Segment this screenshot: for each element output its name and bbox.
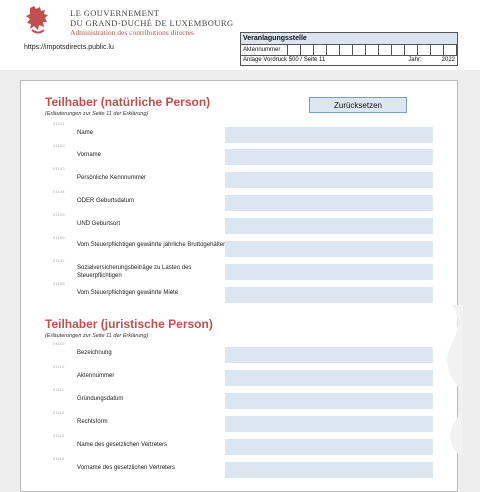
field-code: 01108 (53, 281, 65, 286)
field-label: Name (77, 130, 94, 136)
administration-name: Administration des contributions directes (70, 28, 194, 37)
anlage-text: Anlage Vordruck 500 / Seite 11 (243, 57, 326, 63)
field-code: 01101 (53, 121, 65, 126)
form-row-vorname (21, 145, 457, 169)
aktennummer-row (241, 45, 457, 56)
veranlagungsstelle-box (240, 32, 458, 66)
field-label: Bezeichnung (77, 350, 112, 356)
lion-watermark-icon (423, 305, 463, 455)
field-label: Rechtsform (77, 419, 108, 425)
aktennummer-digit[interactable] (443, 45, 456, 55)
field-label: UND Geburtsort (77, 221, 121, 227)
field-label: ODER Geburtsdatum (77, 198, 135, 204)
gruendungsdatum-input[interactable] (225, 393, 433, 409)
field-code: 01110 (53, 364, 65, 369)
jahr-label: Jahr: (408, 57, 422, 63)
form-row-geburtsdatum (21, 191, 457, 215)
field-code: 01106 (53, 235, 65, 240)
form-row-geburtsort (21, 214, 457, 238)
form-row-miete (21, 283, 457, 307)
field-code: 01112 (53, 410, 65, 415)
aktennummer-digit[interactable] (391, 45, 404, 55)
luxembourg-lion-logo-icon (24, 4, 52, 36)
field-label: Gründungsdatum (77, 396, 124, 402)
aktennummer-digit[interactable] (456, 45, 457, 55)
section-title-legal: Teilhaber (juristische Person) (45, 317, 213, 331)
field-code: 01103 (53, 166, 65, 171)
anlage-row (241, 56, 457, 65)
name-input[interactable] (225, 127, 433, 143)
field-code: 01107 (53, 258, 65, 263)
veranlagungsstelle-title: Veranlagungsstelle (241, 33, 457, 45)
aktennummer-digit[interactable] (404, 45, 417, 55)
field-code: 01111 (53, 387, 65, 392)
aktennummer-input[interactable] (225, 370, 433, 386)
section-title-natural: Teilhaber (natürliche Person) (45, 95, 211, 109)
government-title (70, 8, 234, 38)
aktennummer-digit[interactable] (313, 45, 326, 55)
aktennummer-digit[interactable] (378, 45, 391, 55)
page-header (0, 0, 480, 70)
sozialversicherung-input[interactable] (225, 264, 433, 280)
vorname-input[interactable] (225, 149, 433, 165)
form-row-sozialversicherung (21, 260, 457, 284)
jahr-value: 2022 (441, 57, 455, 63)
field-code: 01113 (53, 433, 65, 438)
form-row-kennnummer (21, 168, 457, 192)
field-label: Vom Steuerpflichtigen gewährte Miete (77, 290, 179, 296)
geburtsort-input[interactable] (225, 218, 433, 234)
aktennummer-digit[interactable] (300, 45, 313, 55)
field-code: 01114 (53, 456, 65, 461)
aktennummer-digit[interactable] (417, 45, 430, 55)
field-code: 01102 (53, 143, 65, 148)
form-row-vertreter-vorname (21, 458, 457, 482)
bezeichnung-input[interactable] (225, 347, 433, 363)
vertreter-vorname-input[interactable] (225, 462, 433, 478)
aktennummer-digit[interactable] (326, 45, 339, 55)
field-label: Sozialversicherungsbeiträge zu Lasten des Steuerpflichtigen (77, 265, 192, 279)
field-label: Vorname des gesetzlichen Vertreters (77, 465, 176, 471)
field-label: Aktennummer (77, 373, 115, 379)
form-row-bezeichnung (21, 343, 457, 367)
form-row-bruttogehaelter (21, 237, 457, 261)
gov-line-1: LE GOUVERNEMENT (70, 8, 160, 18)
bruttogehaelter-input[interactable] (225, 241, 433, 257)
section-note-natural: (Erläuterungen zur Seite 11 der Erklärung) (45, 111, 149, 117)
aktennummer-digit[interactable] (287, 45, 300, 55)
field-code: 01109 (53, 341, 65, 346)
geburtsdatum-input[interactable] (225, 195, 433, 211)
form-row-gruendungsdatum (21, 389, 457, 413)
form-page (20, 80, 458, 492)
field-label: Persönliche Kennnummer (77, 175, 147, 181)
website-url: https://impotsdirects.public.lu (24, 44, 114, 51)
form-row-vertreter-name (21, 435, 457, 459)
form-row-name (21, 123, 457, 147)
form-row-aktennummer (21, 366, 457, 390)
field-code: 01104 (53, 189, 65, 194)
vertreter-name-input[interactable] (225, 439, 433, 455)
aktennummer-digit[interactable] (339, 45, 352, 55)
field-label: Vom Steuerpflichtigen gewährte jährliche Bruttogehälter (77, 242, 226, 248)
aktennummer-label: Aktennummer (243, 47, 281, 53)
aktennummer-digit[interactable] (365, 45, 378, 55)
reset-button[interactable]: Zurücksetzen (309, 97, 407, 113)
aktennummer-digit[interactable] (352, 45, 365, 55)
miete-input[interactable] (225, 287, 433, 303)
gov-line-2: DU GRAND-DUCHÉ DE LUXEMBOURG (70, 18, 234, 28)
form-row-rechtsform (21, 412, 457, 436)
aktennummer-digit[interactable] (430, 45, 443, 55)
section-note-legal: (Erläuterungen zur Seite 11 der Erklärung) (45, 333, 149, 339)
rechtsform-input[interactable] (225, 416, 433, 432)
field-label: Name des gesetzlichen Vertreters (77, 442, 168, 448)
field-code: 01105 (53, 212, 65, 217)
field-label: Vorname (77, 152, 102, 158)
kennnummer-input[interactable] (225, 172, 433, 188)
